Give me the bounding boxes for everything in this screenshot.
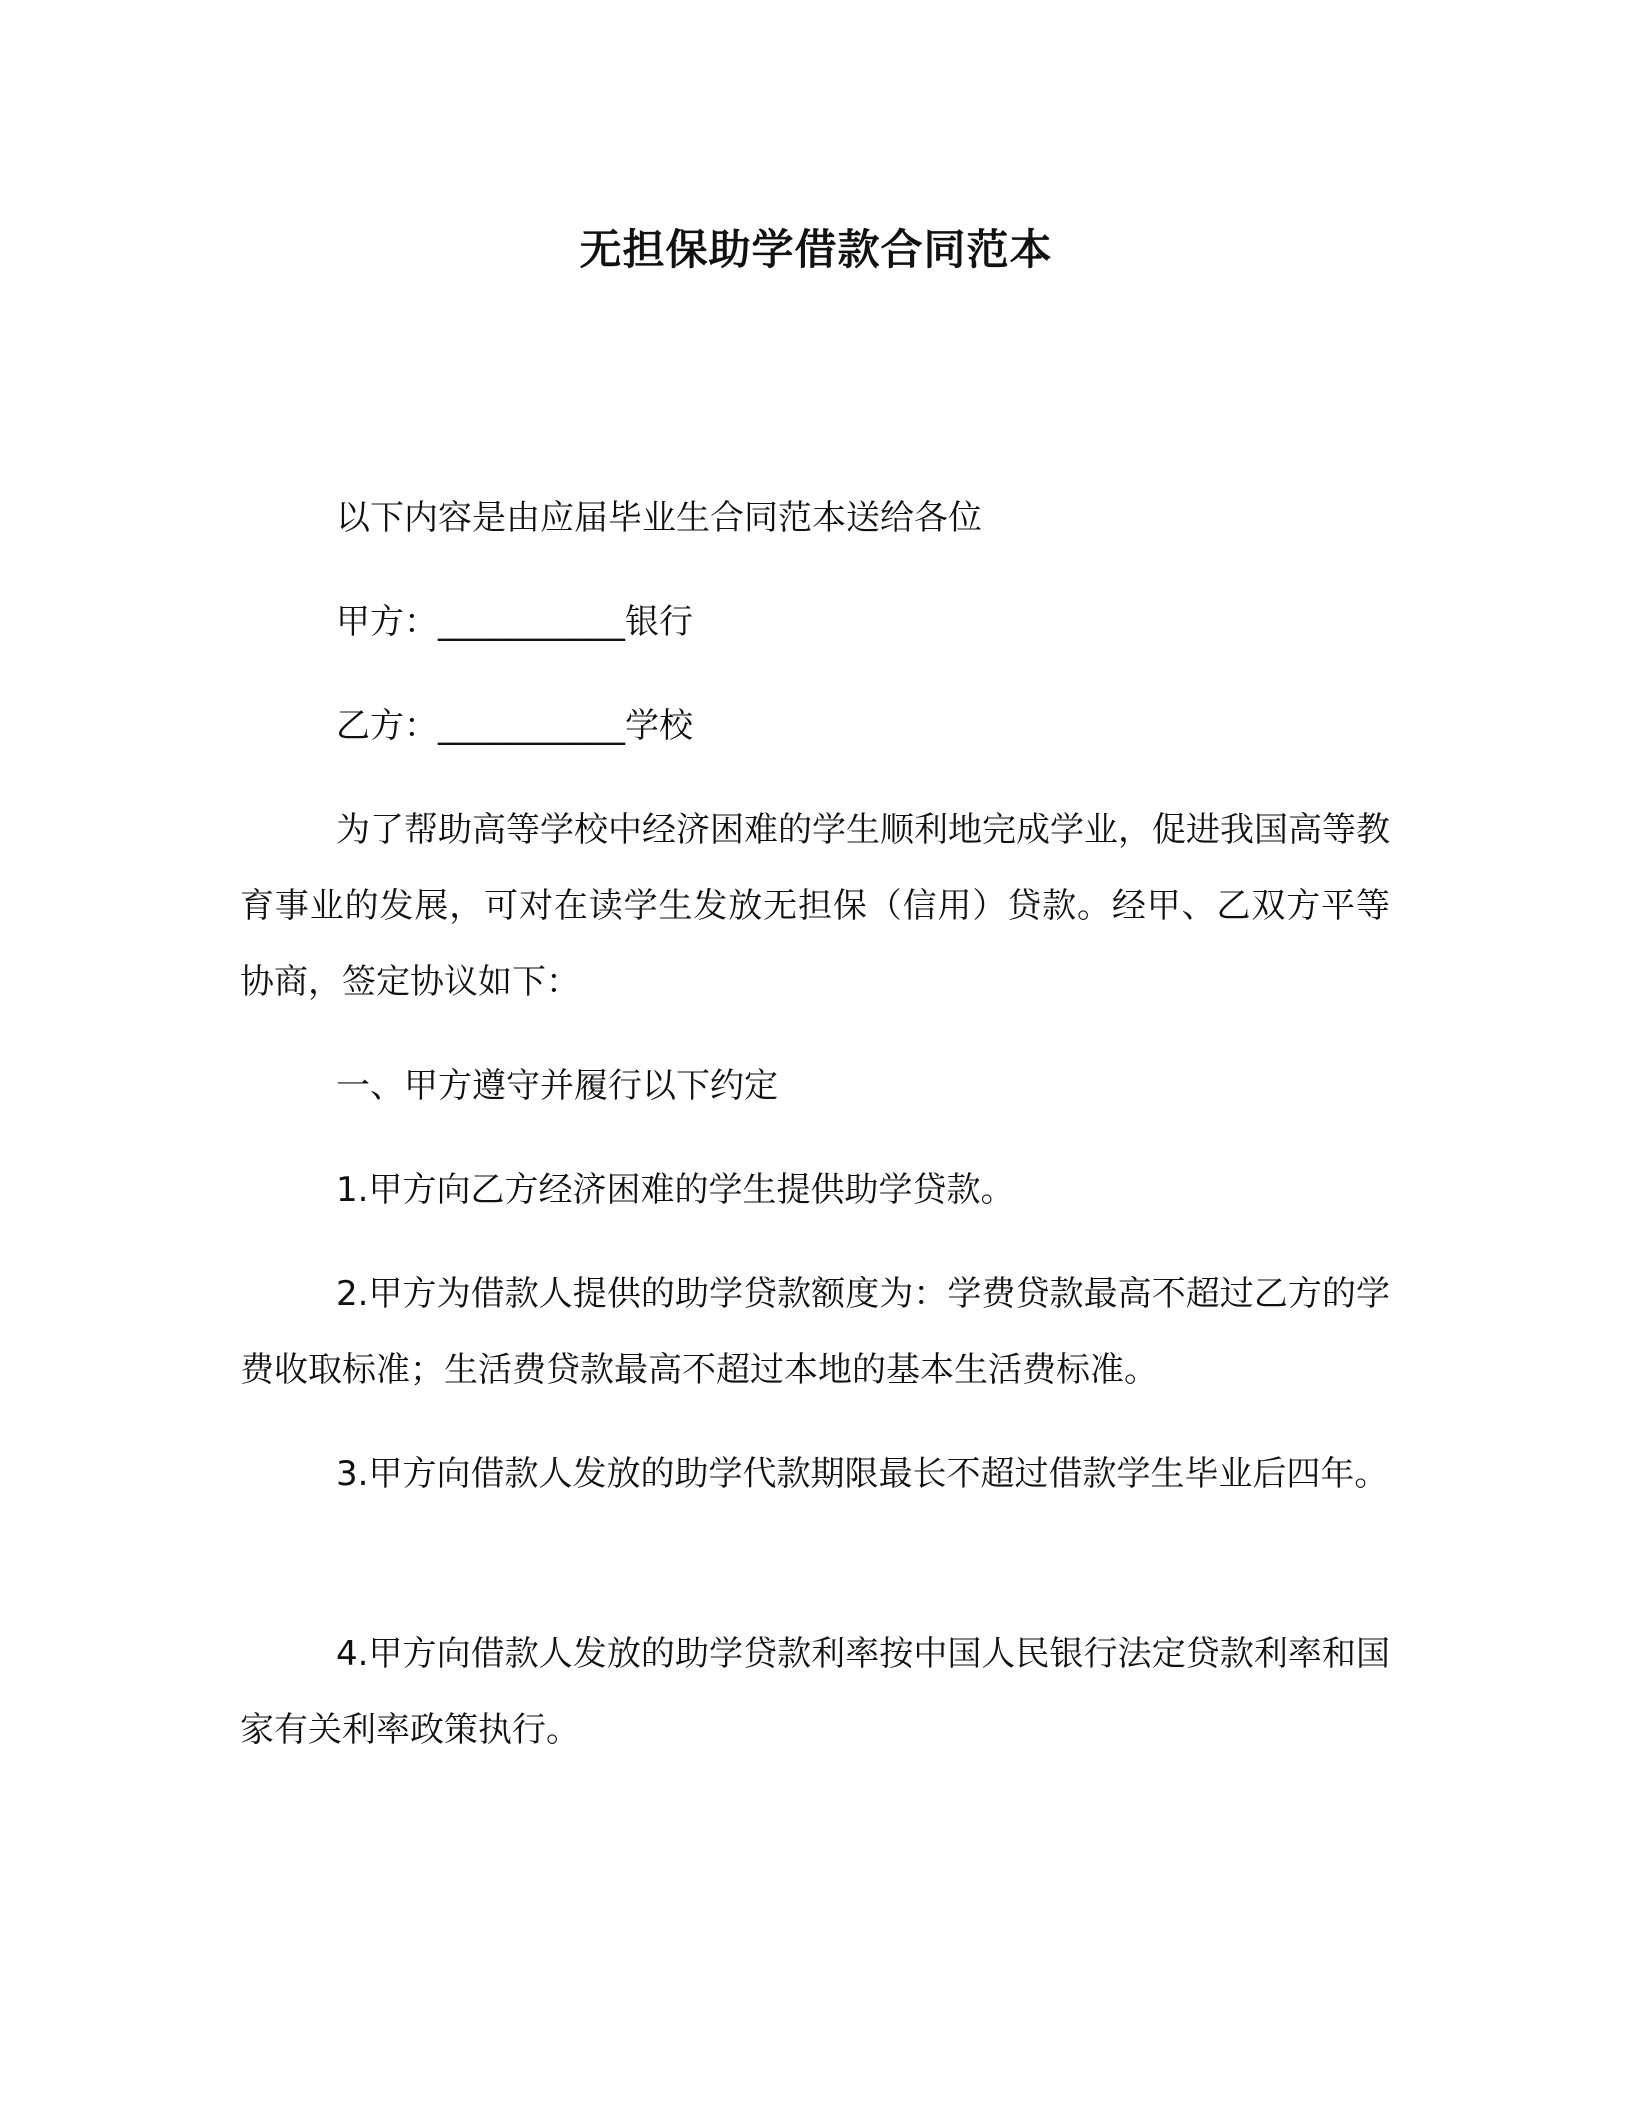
clause-2: 2.甲方为借款人提供的助学贷款额度为：学费贷款最高不超过乙方的学费收取标准；生活费贷款最高不超过本地的基本生活费标准。: [240, 1274, 1390, 1390]
section-heading-1: 一、甲方遵守并履行以下约定: [336, 1066, 778, 1106]
document-title: 无担保助学借款合同范本: [579, 225, 1053, 274]
party-a-line: 甲方：___________银行: [336, 602, 693, 642]
intro-paragraph: 以下内容是由应届毕业生合同范本送给各位: [336, 498, 982, 538]
clause-3: 3.甲方向借款人发放的助学代款期限最长不超过借款学生毕业后四年。: [336, 1454, 1389, 1494]
party-b-line: 乙方：___________学校: [336, 706, 693, 746]
clause-1: 1.甲方向乙方经济困难的学生提供助学贷款。: [336, 1170, 1015, 1210]
clause-4: 4.甲方向借款人发放的助学贷款利率按中国人民银行法定贷款利率和国家有关利率政策执行。: [240, 1634, 1390, 1750]
preamble-paragraph: 为了帮助高等学校中经济困难的学生顺利地完成学业，促进我国高等教育事业的发展，可对在读学生发放无担保（信用）贷款。经甲、乙双方平等协商，签定协议如下：: [240, 810, 1390, 1002]
